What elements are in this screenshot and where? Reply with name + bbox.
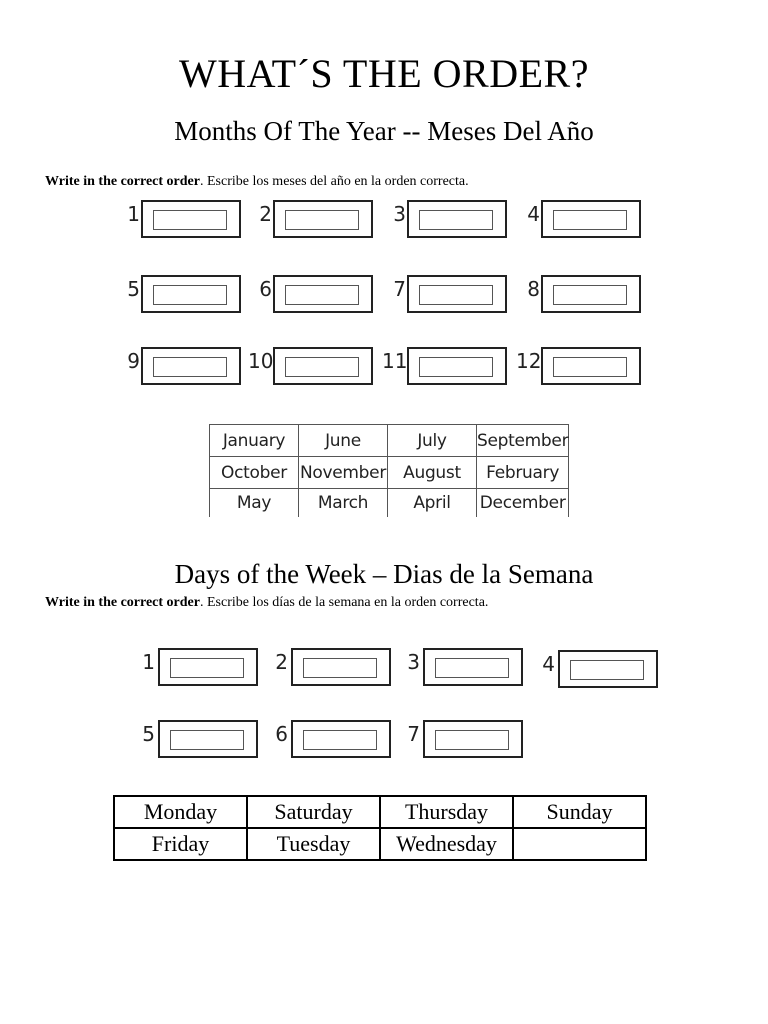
- answer-field[interactable]: [285, 210, 359, 230]
- months-instruction-bold: Write in the correct order: [45, 174, 200, 189]
- answer-box: [423, 720, 523, 758]
- slot-number: 1: [127, 202, 140, 226]
- word-cell: Wednesday: [380, 828, 513, 860]
- slot-number: 12: [516, 349, 542, 373]
- answer-field[interactable]: [419, 285, 493, 305]
- word-cell: December: [477, 489, 569, 518]
- answer-field[interactable]: [285, 357, 359, 377]
- word-cell: Monday: [114, 796, 247, 828]
- slot-number: 7: [393, 277, 406, 301]
- answer-field[interactable]: [435, 730, 509, 750]
- answer-box: [541, 200, 641, 238]
- word-cell: Tuesday: [247, 828, 380, 860]
- answer-field[interactable]: [153, 357, 227, 377]
- word-cell: Saturday: [247, 796, 380, 828]
- answer-box: [141, 275, 241, 313]
- page-title: WHAT´S THE ORDER?: [179, 51, 589, 96]
- slot-number: 9: [127, 349, 140, 373]
- days-instruction-bold: Write in the correct order: [45, 595, 200, 610]
- answer-field[interactable]: [285, 285, 359, 305]
- word-cell: Thursday: [380, 796, 513, 828]
- slot-number: 11: [382, 349, 408, 373]
- word-cell: Friday: [114, 828, 247, 860]
- word-cell: September: [477, 425, 569, 457]
- answer-field[interactable]: [153, 285, 227, 305]
- answer-field[interactable]: [419, 210, 493, 230]
- answer-field[interactable]: [553, 210, 627, 230]
- slot-number: 2: [275, 650, 288, 674]
- answer-field[interactable]: [570, 660, 644, 680]
- months-instruction-rest: . Escribe los meses del año en la orden correcta.: [199, 174, 469, 189]
- answer-field[interactable]: [170, 730, 244, 750]
- word-cell: November: [299, 457, 388, 489]
- answer-box: [407, 347, 507, 385]
- days-heading: Days of the Week – Dias de la Semana: [174, 559, 594, 589]
- slot-number: 4: [527, 202, 540, 226]
- answer-box: [158, 648, 258, 686]
- days-instruction-rest: . Escribe los días de la semana en la orden correcta.: [199, 595, 489, 610]
- days-word-bank: [113, 795, 647, 861]
- answer-field[interactable]: [153, 210, 227, 230]
- word-cell: April: [388, 489, 477, 518]
- answer-field[interactable]: [303, 730, 377, 750]
- answer-box: [407, 200, 507, 238]
- slot-number: 6: [259, 277, 272, 301]
- slot-number: 2: [259, 202, 272, 226]
- slot-number: 8: [527, 277, 540, 301]
- empty-cell: [513, 828, 646, 860]
- answer-box: [273, 347, 373, 385]
- answer-box: [541, 347, 641, 385]
- answer-box: [141, 200, 241, 238]
- word-cell: July: [388, 425, 477, 457]
- word-cell: March: [299, 489, 388, 518]
- word-cell: June: [299, 425, 388, 457]
- answer-box: [541, 275, 641, 313]
- answer-field[interactable]: [553, 357, 627, 377]
- answer-box: [407, 275, 507, 313]
- answer-box: [273, 200, 373, 238]
- answer-field[interactable]: [303, 658, 377, 678]
- days-instruction: [45, 595, 488, 611]
- answer-box: [141, 347, 241, 385]
- answer-box: [291, 648, 391, 686]
- answer-box: [558, 650, 658, 688]
- months-word-bank: [209, 424, 569, 517]
- answer-box: [273, 275, 373, 313]
- slot-number: 1: [142, 650, 155, 674]
- word-cell: August: [388, 457, 477, 489]
- months-instruction: [45, 174, 469, 190]
- slot-number: 3: [407, 650, 420, 674]
- answer-box: [291, 720, 391, 758]
- answer-field[interactable]: [435, 658, 509, 678]
- slot-number: 6: [275, 722, 288, 746]
- word-cell: May: [210, 489, 299, 518]
- slot-number: 5: [142, 722, 155, 746]
- answer-box: [158, 720, 258, 758]
- slot-number: 5: [127, 277, 140, 301]
- answer-field[interactable]: [553, 285, 627, 305]
- word-cell: January: [210, 425, 299, 457]
- months-heading: Months Of The Year -- Meses Del Año: [174, 116, 594, 146]
- slot-number: 3: [393, 202, 406, 226]
- word-cell: February: [477, 457, 569, 489]
- slot-number: 7: [407, 722, 420, 746]
- word-cell: Sunday: [513, 796, 646, 828]
- answer-field[interactable]: [170, 658, 244, 678]
- answer-box: [423, 648, 523, 686]
- word-cell: October: [210, 457, 299, 489]
- answer-field[interactable]: [419, 357, 493, 377]
- slot-number: 10: [248, 349, 274, 373]
- slot-number: 4: [542, 652, 555, 676]
